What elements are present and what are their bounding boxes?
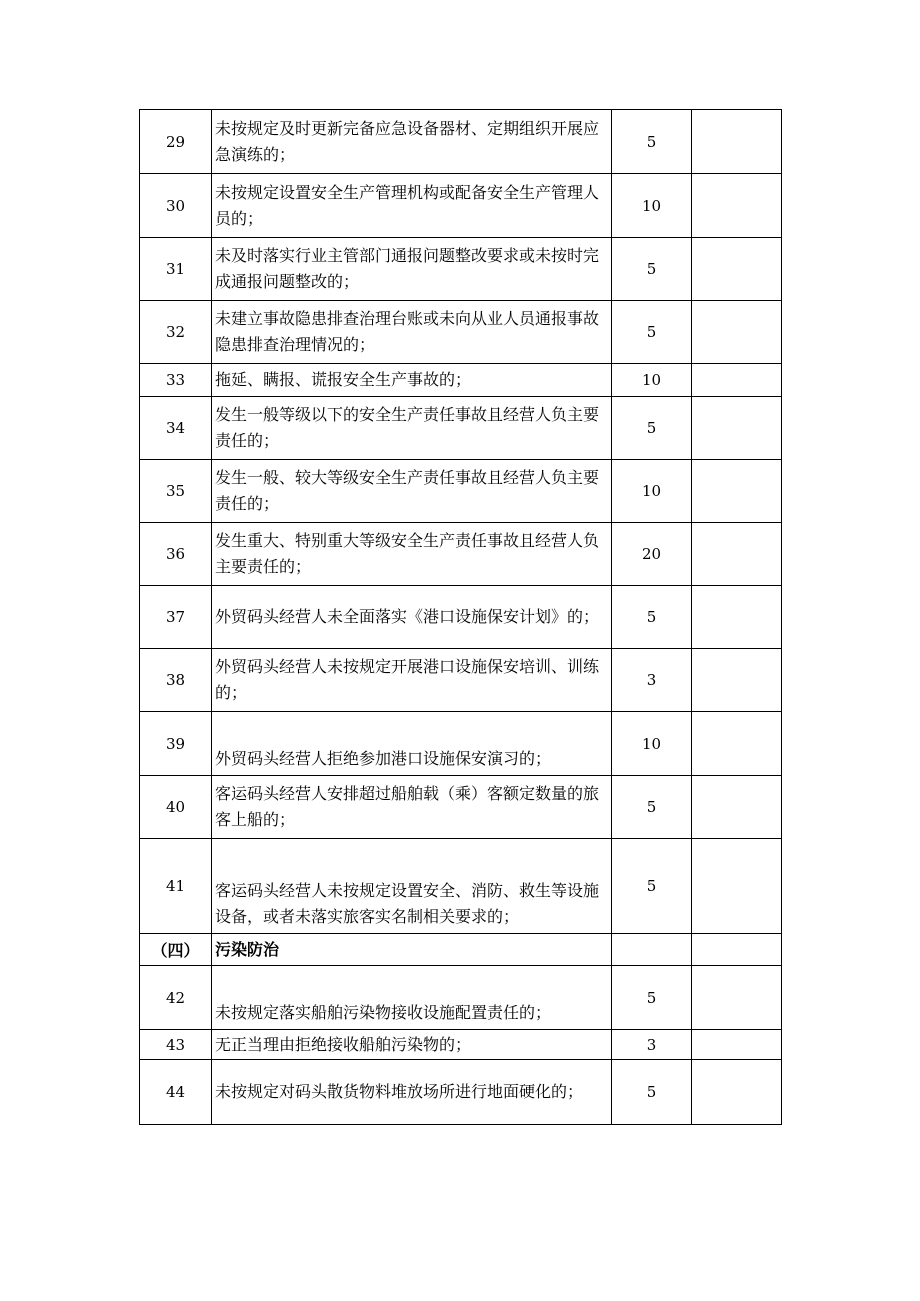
table-row <box>140 776 782 839</box>
empty-cell <box>692 1030 782 1060</box>
item-score: 10 <box>612 174 692 238</box>
table-row <box>140 238 782 301</box>
item-description: 未按规定设置安全生产管理机构或配备安全生产管理人员的； <box>212 174 612 238</box>
item-description: 拖延、瞒报、谎报安全生产事故的； <box>212 364 612 397</box>
empty-cell <box>692 460 782 523</box>
table-row <box>140 1030 782 1060</box>
item-score: 10 <box>612 712 692 776</box>
item-number: 35 <box>140 460 212 523</box>
empty-cell <box>692 776 782 839</box>
item-description: 发生重大、特别重大等级安全生产责任事故且经营人负主要责任的； <box>212 523 612 586</box>
item-description: 发生一般等级以下的安全生产责任事故且经营人负主要责任的； <box>212 397 612 460</box>
empty-cell <box>692 523 782 586</box>
item-description: 外贸码头经营人未按规定开展港口设施保安培训、训练的； <box>212 649 612 712</box>
section-number: （四） <box>140 934 212 966</box>
item-score: 3 <box>612 1030 692 1060</box>
table-row <box>140 649 782 712</box>
item-description: 未建立事故隐患排查治理台账或未向从业人员通报事故隐患排查治理情况的； <box>212 301 612 364</box>
item-number: 38 <box>140 649 212 712</box>
empty-cell <box>692 839 782 934</box>
item-number: 44 <box>140 1060 212 1125</box>
table-row <box>140 712 782 776</box>
table-row <box>140 839 782 934</box>
table-row <box>140 966 782 1030</box>
item-score: 5 <box>612 238 692 301</box>
table-row <box>140 364 782 397</box>
section-header-row <box>140 934 782 966</box>
empty-cell <box>692 712 782 776</box>
item-description: 未按规定落实船舶污染物接收设施配置责任的； <box>212 966 612 1030</box>
item-score <box>612 934 692 966</box>
item-score: 10 <box>612 364 692 397</box>
table-row <box>140 586 782 649</box>
scoring-table <box>139 109 782 1125</box>
empty-cell <box>692 397 782 460</box>
item-score: 5 <box>612 776 692 839</box>
empty-cell <box>692 364 782 397</box>
table-row <box>140 523 782 586</box>
item-number: 40 <box>140 776 212 839</box>
item-description: 发生一般、较大等级安全生产责任事故且经营人负主要责任的； <box>212 460 612 523</box>
item-description: 未及时落实行业主管部门通报问题整改要求或未按时完成通报问题整改的； <box>212 238 612 301</box>
section-title: 污染防治 <box>212 934 612 966</box>
item-score: 5 <box>612 1060 692 1125</box>
item-number: 42 <box>140 966 212 1030</box>
item-number: 31 <box>140 238 212 301</box>
item-number: 41 <box>140 839 212 934</box>
item-score: 20 <box>612 523 692 586</box>
item-number: 30 <box>140 174 212 238</box>
item-score: 5 <box>612 586 692 649</box>
empty-cell <box>692 586 782 649</box>
empty-cell <box>692 110 782 174</box>
item-score: 5 <box>612 839 692 934</box>
empty-cell <box>692 238 782 301</box>
table-row <box>140 174 782 238</box>
item-score: 10 <box>612 460 692 523</box>
item-number: 36 <box>140 523 212 586</box>
table-row <box>140 110 782 174</box>
item-score: 5 <box>612 110 692 174</box>
item-description: 外贸码头经营人拒绝参加港口设施保安演习的； <box>212 712 612 776</box>
item-score: 3 <box>612 649 692 712</box>
item-number: 32 <box>140 301 212 364</box>
empty-cell <box>692 649 782 712</box>
item-number: 39 <box>140 712 212 776</box>
empty-cell <box>692 1060 782 1125</box>
table-row <box>140 397 782 460</box>
table-row <box>140 301 782 364</box>
item-number: 37 <box>140 586 212 649</box>
empty-cell <box>692 301 782 364</box>
empty-cell <box>692 174 782 238</box>
table-row <box>140 1060 782 1125</box>
item-score: 5 <box>612 397 692 460</box>
item-description: 无正当理由拒绝接收船舶污染物的； <box>212 1030 612 1060</box>
item-number: 33 <box>140 364 212 397</box>
empty-cell <box>692 966 782 1030</box>
table-row <box>140 460 782 523</box>
item-description: 外贸码头经营人未全面落实《港口设施保安计划》的； <box>212 586 612 649</box>
item-number: 43 <box>140 1030 212 1060</box>
item-description: 未按规定对码头散货物料堆放场所进行地面硬化的； <box>212 1060 612 1125</box>
empty-cell <box>692 934 782 966</box>
item-description: 客运码头经营人未按规定设置安全、消防、救生等设施设备，或者未落实旅客实名制相关要求的； <box>212 839 612 934</box>
item-score: 5 <box>612 966 692 1030</box>
item-number: 29 <box>140 110 212 174</box>
item-number: 34 <box>140 397 212 460</box>
item-description: 未按规定及时更新完备应急设备器材、定期组织开展应急演练的； <box>212 110 612 174</box>
item-description: 客运码头经营人安排超过船舶载（乘）客额定数量的旅客上船的； <box>212 776 612 839</box>
item-score: 5 <box>612 301 692 364</box>
